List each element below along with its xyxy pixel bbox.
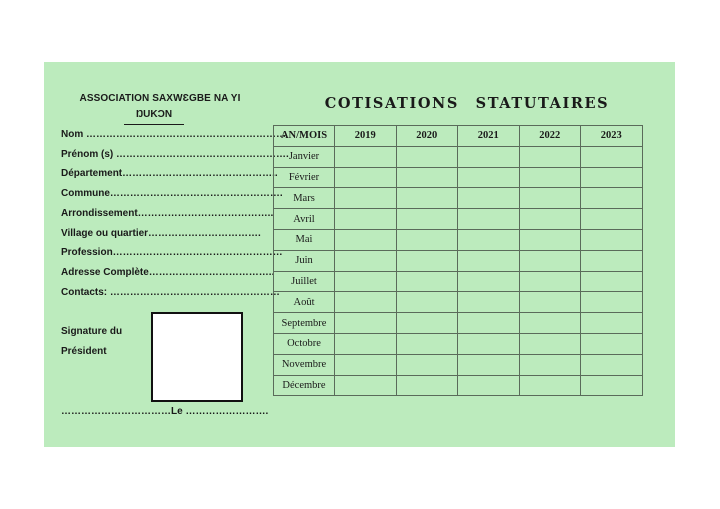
month-label: Décembre — [274, 375, 335, 396]
contribution-cell[interactable] — [458, 313, 520, 334]
month-label: Septembre — [274, 313, 335, 334]
signature-label-line1: Signature du — [61, 326, 123, 337]
month-label: Janvier — [274, 146, 335, 167]
contribution-cell[interactable] — [519, 271, 581, 292]
contribution-cell[interactable] — [581, 250, 643, 271]
contribution-cell[interactable] — [458, 188, 520, 209]
contribution-cell[interactable] — [458, 271, 520, 292]
contribution-cell[interactable] — [396, 333, 458, 354]
month-label: Avril — [274, 209, 335, 230]
field-departement[interactable]: Département……………………………………….. — [61, 168, 278, 179]
contribution-cell[interactable] — [335, 188, 397, 209]
contribution-cell[interactable] — [581, 167, 643, 188]
signature-date-line[interactable]: ……………………………Le ……………………. — [61, 406, 269, 417]
header-year: 2022 — [519, 126, 581, 147]
contribution-cell[interactable] — [581, 375, 643, 396]
month-label: Juillet — [274, 271, 335, 292]
month-label: Mai — [274, 229, 335, 250]
table-row — [274, 146, 643, 167]
table-row — [274, 209, 643, 230]
contribution-cell[interactable] — [458, 292, 520, 313]
contribution-cell[interactable] — [396, 271, 458, 292]
contribution-cell[interactable] — [581, 354, 643, 375]
contribution-cell[interactable] — [396, 292, 458, 313]
contribution-cell[interactable] — [519, 292, 581, 313]
contribution-cell[interactable] — [519, 375, 581, 396]
contribution-cell[interactable] — [519, 250, 581, 271]
contribution-cell[interactable] — [519, 313, 581, 334]
contribution-cell[interactable] — [581, 146, 643, 167]
table-row — [274, 250, 643, 271]
month-label: Octobre — [274, 333, 335, 354]
contribution-cell[interactable] — [519, 146, 581, 167]
table-row — [274, 375, 643, 396]
field-contacts[interactable]: Contacts: …………………………………………… — [61, 287, 280, 298]
field-nom[interactable]: Nom …………………………………………………… — [61, 129, 286, 140]
contribution-cell[interactable] — [519, 354, 581, 375]
contribution-cell[interactable] — [396, 354, 458, 375]
table-header-row — [274, 126, 643, 147]
association-name: ASSOCIATION SAXWƐGBE NA YI — [79, 93, 241, 104]
table-row — [274, 354, 643, 375]
month-label: Février — [274, 167, 335, 188]
table-row — [274, 333, 643, 354]
contribution-cell[interactable] — [335, 313, 397, 334]
contributions-table — [273, 125, 643, 396]
contribution-cell[interactable] — [396, 167, 458, 188]
member-info-panel — [44, 62, 289, 447]
contribution-cell[interactable] — [581, 292, 643, 313]
contribution-cell[interactable] — [458, 333, 520, 354]
contribution-cell[interactable] — [335, 271, 397, 292]
membership-card — [44, 62, 675, 447]
contribution-cell[interactable] — [335, 146, 397, 167]
field-adresse[interactable]: Adresse Complète……………………………….. — [61, 267, 275, 278]
contribution-cell[interactable] — [396, 375, 458, 396]
table-row — [274, 188, 643, 209]
header-year: 2023 — [581, 126, 643, 147]
table-row — [274, 167, 643, 188]
contribution-cell[interactable] — [458, 229, 520, 250]
month-label: Mars — [274, 188, 335, 209]
header-corner: AN/MOIS — [274, 126, 335, 147]
contribution-cell[interactable] — [335, 229, 397, 250]
contribution-cell[interactable] — [581, 229, 643, 250]
contribution-cell[interactable] — [581, 333, 643, 354]
contribution-cell[interactable] — [581, 313, 643, 334]
contribution-cell[interactable] — [458, 209, 520, 230]
contribution-cell[interactable] — [396, 188, 458, 209]
table-row — [274, 271, 643, 292]
table-row — [274, 313, 643, 334]
contribution-cell[interactable] — [335, 250, 397, 271]
contribution-cell[interactable] — [458, 375, 520, 396]
table-row — [274, 292, 643, 313]
contribution-cell[interactable] — [335, 167, 397, 188]
subtitle-underline — [124, 124, 184, 125]
contribution-cell[interactable] — [335, 333, 397, 354]
contribution-cell[interactable] — [458, 354, 520, 375]
contribution-cell[interactable] — [519, 229, 581, 250]
contribution-cell[interactable] — [581, 209, 643, 230]
contribution-cell[interactable] — [519, 333, 581, 354]
contribution-cell[interactable] — [458, 146, 520, 167]
contribution-cell[interactable] — [519, 167, 581, 188]
field-arrondissement[interactable]: Arrondissement………………………………….. — [61, 208, 274, 219]
contribution-cell[interactable] — [396, 250, 458, 271]
contribution-cell[interactable] — [396, 209, 458, 230]
header-year: 2020 — [396, 126, 458, 147]
field-village-quartier[interactable]: Village ou quartier……………………………. — [61, 228, 261, 239]
month-label: Août — [274, 292, 335, 313]
contribution-cell[interactable] — [335, 354, 397, 375]
contribution-cell[interactable] — [396, 146, 458, 167]
month-label: Juin — [274, 250, 335, 271]
contribution-cell[interactable] — [519, 209, 581, 230]
field-profession[interactable]: Profession…………………………………………… — [61, 247, 283, 258]
table-row — [274, 229, 643, 250]
association-subtitle: ŊUKƆN — [135, 109, 173, 120]
contribution-cell[interactable] — [396, 229, 458, 250]
contribution-cell[interactable] — [581, 188, 643, 209]
month-label: Novembre — [274, 354, 335, 375]
signature-label-line2: Président — [61, 346, 107, 357]
signature-box[interactable] — [151, 312, 243, 402]
contribution-cell[interactable] — [458, 167, 520, 188]
contribution-cell[interactable] — [396, 313, 458, 334]
contribution-cell[interactable] — [335, 209, 397, 230]
field-prenom[interactable]: Prénom (s) ……………………………………………. — [61, 149, 289, 160]
contribution-cell[interactable] — [519, 188, 581, 209]
field-commune[interactable]: Commune……………………………………………. — [61, 188, 283, 199]
header-year: 2021 — [458, 126, 520, 147]
header-year: 2019 — [335, 126, 397, 147]
contribution-cell[interactable] — [581, 271, 643, 292]
contribution-cell[interactable] — [458, 250, 520, 271]
contribution-cell[interactable] — [335, 292, 397, 313]
contribution-cell[interactable] — [335, 375, 397, 396]
contributions-title: COTISATIONS STATUTAIRES — [324, 95, 610, 112]
